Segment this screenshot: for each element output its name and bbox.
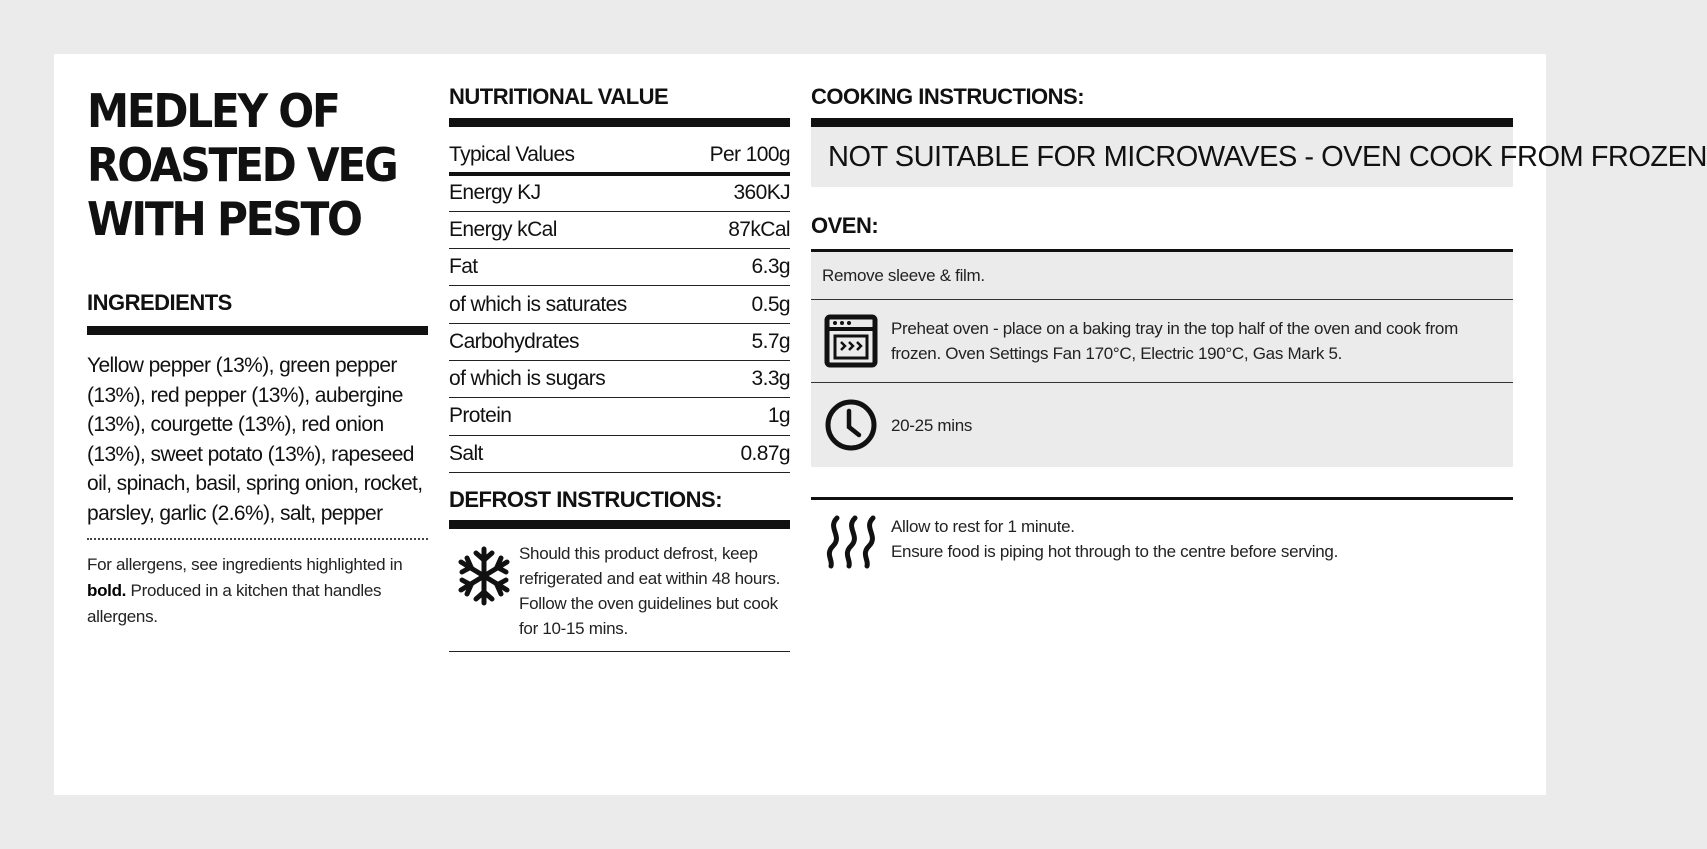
microwave-notice: NOT SUITABLE FOR MICROWAVES - OVEN COOK FROM FROZEN — [811, 127, 1513, 187]
nutrition-label: of which is sugars — [449, 360, 684, 397]
rest-text — [891, 514, 1338, 570]
nutrition-value: 3.3g — [684, 360, 790, 397]
label-card — [54, 54, 1707, 795]
nutrition-label: Salt — [449, 435, 684, 472]
title-line: MEDLEY OF — [87, 84, 339, 138]
rest-line-2: Ensure food is piping hot through to the centre before serving. — [891, 542, 1339, 561]
nutrition-label: Energy KJ — [449, 174, 684, 211]
dotted-divider — [87, 538, 428, 540]
cooking-rule — [811, 118, 1513, 127]
nutrition-row — [449, 249, 790, 286]
nutrition-header-row — [449, 137, 790, 174]
defrost-text: Should this product defrost, keep refrigerated and eat within 48 hours. Follow the oven guidelines but cook for 10-15 mins. — [519, 543, 781, 638]
snowflake-icon — [449, 541, 519, 611]
allergen-note — [87, 552, 428, 630]
product-title — [87, 84, 437, 246]
nutrition-row — [449, 174, 790, 211]
nutrition-row — [449, 211, 790, 248]
nutrition-value: 0.5g — [684, 286, 790, 323]
nutrition-row — [449, 286, 790, 323]
nutrition-row — [449, 398, 790, 435]
nutrition-column — [449, 84, 790, 652]
rest-block — [811, 497, 1513, 570]
defrost-rule — [449, 520, 790, 529]
nutrition-table — [449, 137, 790, 473]
cook-time: 20-25 mins — [891, 415, 973, 435]
nutrition-label: Carbohydrates — [449, 323, 684, 360]
nutrition-row — [449, 435, 790, 472]
nutrition-value: 5.7g — [684, 323, 790, 360]
nutrition-value: 1g — [684, 398, 790, 435]
steam-icon — [811, 514, 891, 570]
oven-icon — [811, 314, 891, 368]
nutrition-rule — [449, 118, 790, 127]
oven-step-preheat-text: Preheat oven - place on a baking tray in the top half of the oven and cook from frozen. Oven Settings Fan 170°C, Electric 190°C, Gas Mark 5. — [891, 319, 1458, 363]
defrost-heading: DEFROST INSTRUCTIONS: — [449, 486, 723, 512]
oven-step-preheat — [811, 300, 1513, 383]
product-column — [87, 84, 428, 630]
nutrition-heading: NUTRITIONAL VALUE — [449, 84, 669, 109]
cooking-heading: COOKING INSTRUCTIONS: — [811, 84, 1085, 109]
nutrition-label: Fat — [449, 249, 684, 286]
nutrition-value: 0.87g — [684, 435, 790, 472]
allergen-prefix: For allergens, see ingredients highlighted in — [87, 555, 403, 574]
nutrition-value: 87kCal — [684, 211, 790, 248]
rest-line-1: Allow to rest for 1 minute. — [891, 517, 1075, 536]
rest-row — [811, 514, 1513, 570]
nutrition-label: Energy kCal — [449, 211, 684, 248]
nutrition-header-value: Per 100g — [684, 137, 790, 174]
allergen-suffix: Produced in a kitchen that handles allergens. — [87, 581, 382, 626]
nutrition-label: of which is saturates — [449, 286, 684, 323]
defrost-row — [449, 541, 790, 652]
nutrition-header-label: Typical Values — [449, 137, 684, 174]
oven-step-time — [811, 383, 1513, 467]
allergen-bold: bold. — [87, 581, 127, 600]
ingredients-heading: INGREDIENTS — [87, 290, 232, 315]
oven-heading: OVEN: — [811, 213, 879, 238]
nutrition-row — [449, 360, 790, 397]
nutrition-value: 6.3g — [684, 249, 790, 286]
title-line: ROASTED VEG — [87, 138, 397, 192]
title-line: WITH PESTO — [87, 192, 361, 246]
oven-step-remove — [811, 252, 1513, 300]
nutrition-label: Protein — [449, 398, 684, 435]
ingredients-text: Yellow pepper (13%), green pepper (13%), red pepper (13%), aubergine (13%), courgette (13%), red onion (13%), sweet potato (13%), rapeseed oil, spinach, basil, spring onion, rocket, parsley, garlic (2.6%), salt, pepper — [87, 354, 423, 525]
rest-rule — [811, 497, 1513, 500]
oven-step-remove-text: Remove sleeve & film. — [822, 265, 985, 285]
clock-icon — [811, 398, 891, 452]
cooking-column — [811, 84, 1707, 570]
nutrition-value: 360KJ — [684, 174, 790, 211]
nutrition-row — [449, 323, 790, 360]
ingredients-rule — [87, 326, 428, 335]
